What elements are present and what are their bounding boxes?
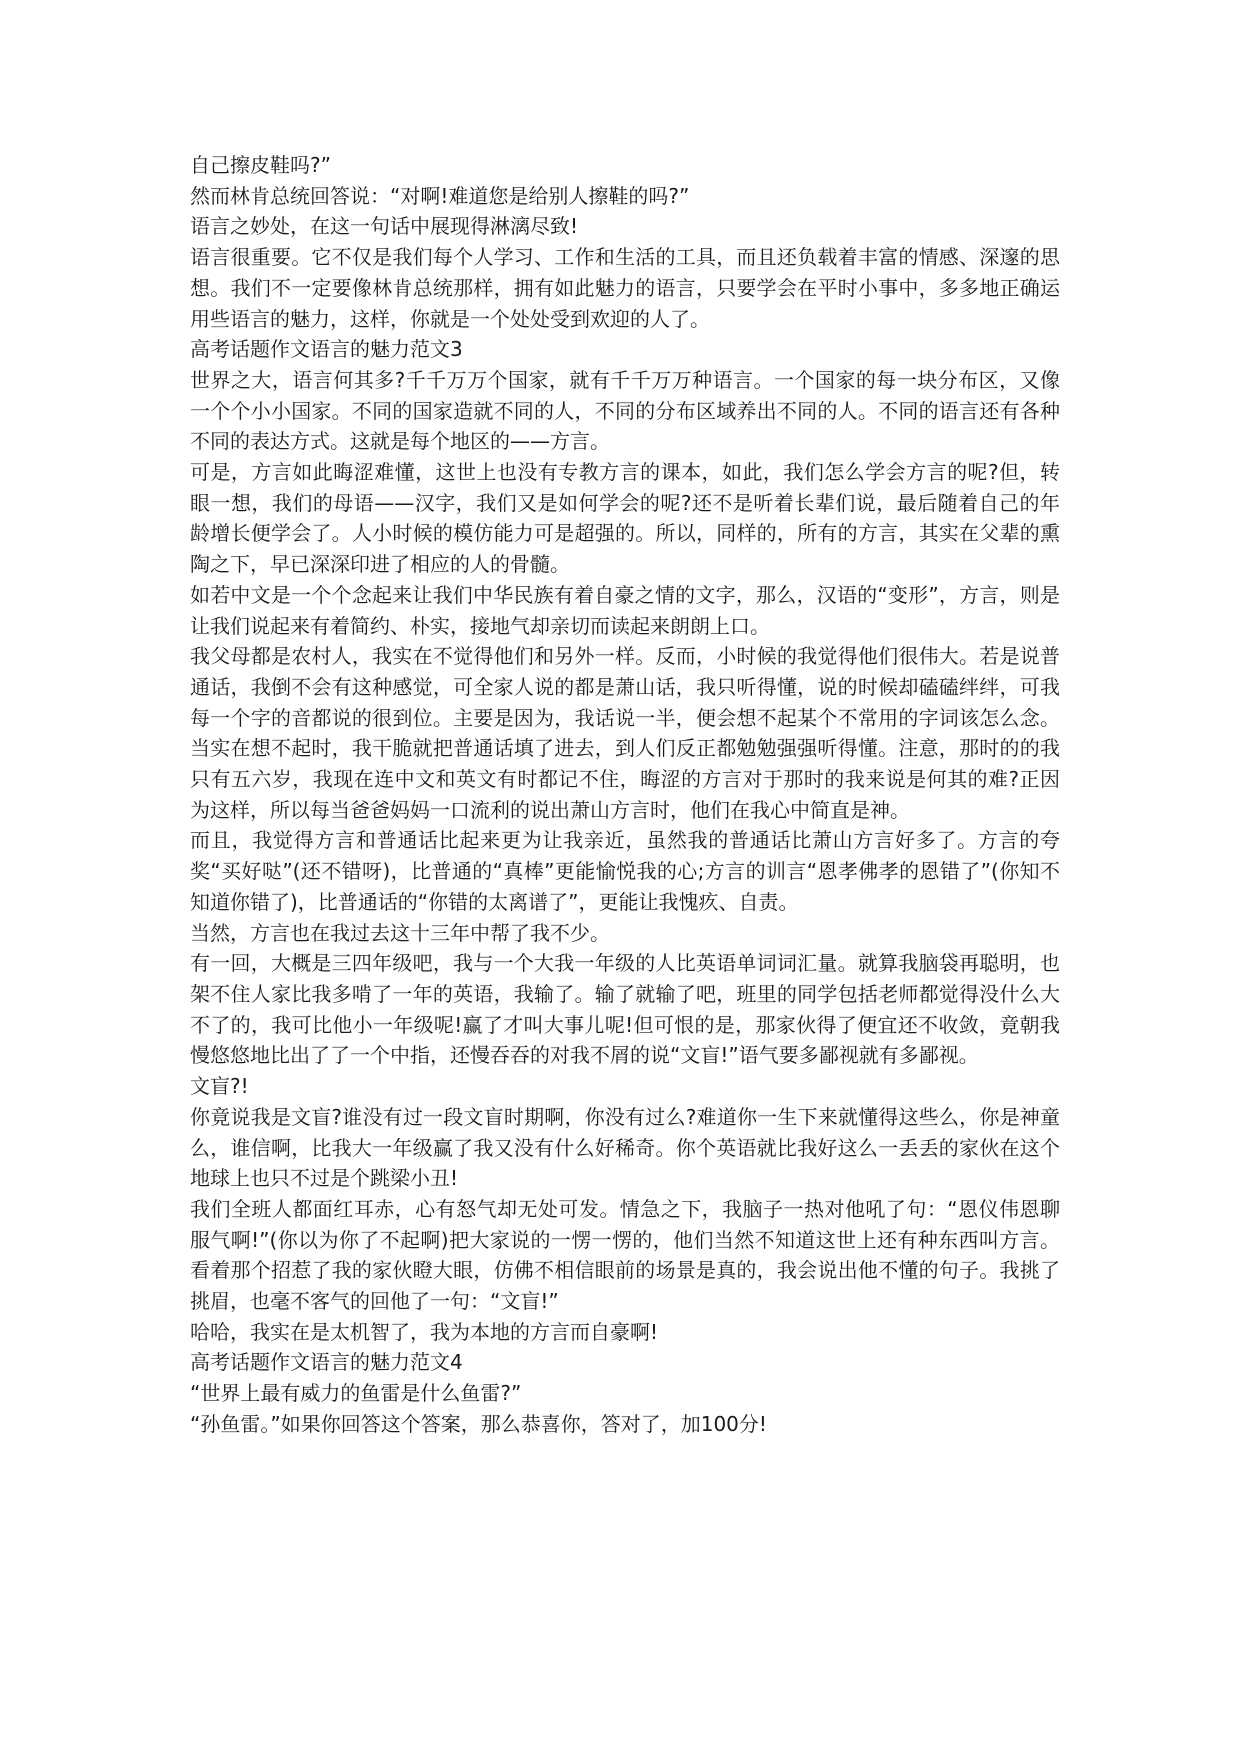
paragraph: 而且，我觉得方言和普通话比起来更为让我亲近，虽然我的普通话比萧山方言好多了。方言的夸奖“买好哒”(还不错呀)，比普通的“真棒”更能愉悦我的心;方言的训言“恩孝佛孝的恩错了”(你知不知道你错了)，比普通话的“你错的太离谱了”，更能让我愧疚、自责。 (190, 828, 1060, 914)
paragraph: 如若中文是一个个念起来让我们中华民族有着自豪之情的文字，那么，汉语的“变形”，方言，则是让我们说起来有着简约、朴实，接地气却亲切而读起来朗朗上口。 (190, 582, 1060, 638)
paragraph: 自己擦皮鞋吗?” (190, 153, 331, 177)
paragraph: 语言之妙处，在这一句话中展现得淋漓尽致! (190, 214, 579, 239)
paragraph: 你竟说我是文盲?谁没有过一段文盲时期啊，你没有过么?难道你一生下来就懂得这些么，你是神童么，谁信啊，比我大一年级赢了我又没有什么好稀奇。你个英语就比我好这么一丢丢的家伙在这个地球上也只不过是个跳梁小丑! (190, 1104, 1060, 1191)
paragraph: 我父母都是农村人，我实在不觉得他们和另外一样。反而，小时候的我觉得他们很伟大。若是说普通话，我倒不会有这种感觉，可全家人说的都是萧山话，我只听得懂，说的时候却磕磕绊绊，可我每一个字的音都说的很到位。主要是因为，我话说一半，便会想不起某个不常用的字词该怎么念。当实在想不起时，我干脆就把普通话填了进去，到人们反正都勉勉强强听得懂。注意，那时的的我只有五六岁，我现在连中文和英文有时都记不住，晦涩的方言对于那时的我来说是何其的难?正因为这样，所以每当爸爸妈妈一口流利的说出萧山方言时，他们在我心中简直是神。 (190, 644, 1060, 822)
paragraph: 哈哈，我实在是太机智了，我为本地的方言而自豪啊! (190, 1319, 659, 1344)
paragraph: 然而林肯总统回答说：“对啊!难道您是给别人擦鞋的吗?” (190, 183, 690, 208)
paragraph: 世界之大，语言何其多?千千万万个国家，就有千千万万种语言。一个国家的每一块分布区，又像一个个小小国家。不同的国家造就不同的人，不同的分布区域养出不同的人。不同的语言还有各种不同的表达方式。这就是每个地区的——方言。 (190, 367, 1060, 454)
section-heading: 高考话题作文语言的魅力范文4 (190, 1350, 463, 1375)
paragraph: 文盲?! (190, 1074, 249, 1099)
section-heading: 高考话题作文语言的魅力范文3 (190, 337, 463, 362)
paragraph: 有一回，大概是三四年级吧，我与一个大我一年级的人比英语单词词汇量。就算我脑袋再聪明，也架不住人家比我多啃了一年的英语，我输了。输了就输了吧，班里的同学包括老师都觉得没什么大不了的，我可比他小一年级呢!赢了才叫大事儿呢!但可恨的是，那家伙得了便宜还不收敛，竟朝我慢悠悠地比出了了一个中指，还慢吞吞的对我不屑的说“文盲!”语气要多鄙视就有多鄙视。 (190, 951, 1060, 1068)
paragraph: “孙鱼雷。”如果你回答这个答案，那么恭喜你，答对了，加100分! (190, 1411, 767, 1436)
paragraph: 我们全班人都面红耳赤，心有怒气却无处可发。情急之下，我脑子一热对他吼了句：“恩仪伟恩聊服气啊!”(你以为你了不起啊)把大家说的一愣一愣的，他们当然不知道这世上还有种东西叫方言。看着那个招惹了我的家伙瞪大眼，仿佛不相信眼前的场景是真的，我会说出他不懂的句子。我挑了挑眉，也毫不客气的回他了一句：“文盲!” (190, 1196, 1060, 1314)
paragraph: 可是，方言如此晦涩难懂，这世上也没有专教方言的课本，如此，我们怎么学会方言的呢?但，转眼一想，我们的母语——汉字，我们又是如何学会的呢?还不是听着长辈们说，最后随着自己的年龄增长便学会了。人小时候的模仿能力可是超强的。所以，同样的，所有的方言，其实在父辈的熏陶之下，早已深深印进了相应的人的骨髓。 (190, 460, 1060, 577)
paragraph: “世界上最有威力的鱼雷是什么鱼雷?” (190, 1381, 522, 1406)
paragraph: 语言很重要。它不仅是我们每个人学习、工作和生活的工具，而且还负载着丰富的情感、深邃的思想。我们不一定要像林肯总统那样，拥有如此魅力的语言，只要学会在平时小事中，多多地正确运用些语言的魅力，这样，你就是一个处处受到欢迎的人了。 (190, 245, 1060, 331)
paragraph: 当然，方言也在我过去这十三年中帮了我不少。 (190, 920, 610, 945)
document-body (190, 150, 1060, 1440)
